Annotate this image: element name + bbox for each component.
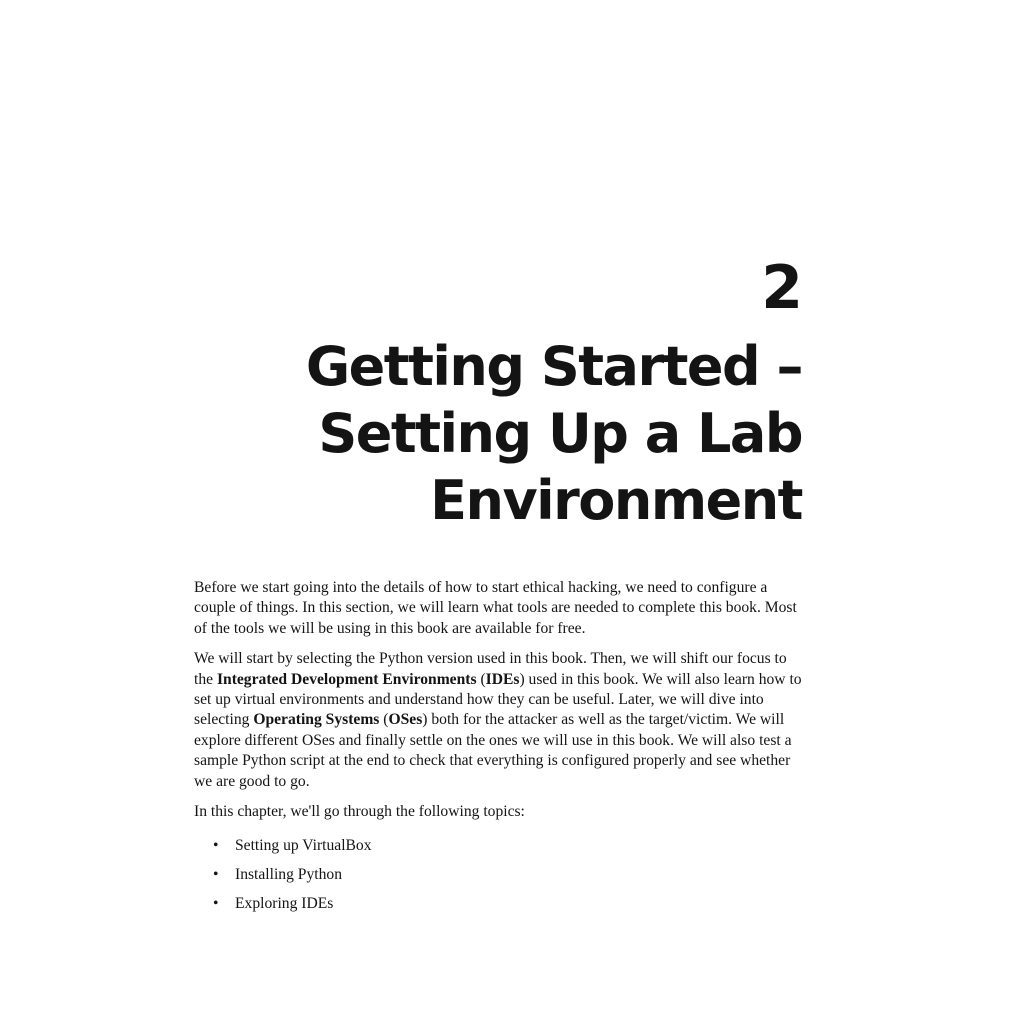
list-item-text: Installing Python <box>235 866 342 884</box>
chapter-title-line: Setting Up a Lab <box>318 402 802 465</box>
intro-paragraph: Before we start going into the details of how to start ethical hacking, we need to configure a couple of things. In this section, we will learn what tools are needed to complete this book. Most of the tools we will be using in this book are available for free. <box>194 579 797 637</box>
text-run: ) both for the attacker as well as the target/victim. We will explore different OSes and finally settle on the ones we will use in this book. We will also test a sample Python script at the end to check that everything is configured properly and see whether we are good to go. <box>194 711 792 790</box>
text-run: We will start by selecting the Python version used in this book. Then, we will shift our focus to the <box>194 650 787 688</box>
list-item <box>213 865 804 885</box>
text-run: ( <box>476 670 486 688</box>
overview-paragraph <box>194 649 804 792</box>
term-ides-acronym: IDEs <box>485 670 520 688</box>
text-run: ( <box>379 711 389 729</box>
list-item-text: Exploring IDEs <box>235 895 334 913</box>
term-ides: Integrated Development Environments <box>216 670 477 688</box>
chapter-title-line: Getting Started – <box>305 335 802 398</box>
topics-list <box>194 836 804 914</box>
chapter-title-line: Environment <box>430 469 802 532</box>
bullet-icon: • <box>213 895 219 913</box>
term-oses-acronym: OSes <box>388 711 423 729</box>
list-item <box>213 836 804 856</box>
list-item-text: Setting up VirtualBox <box>235 837 372 855</box>
term-operating-systems: Operating Systems <box>253 711 380 729</box>
bullet-icon: • <box>213 866 219 884</box>
list-item <box>213 894 804 914</box>
text-run: ) used in this book. We will also learn how to set up virtual environments and understand how they can be useful. Later, we will dive into selecting <box>194 670 802 729</box>
chapter-number: 2 <box>761 253 802 323</box>
chapter-title <box>242 333 802 534</box>
topics-intro: In this chapter, we'll go through the following topics: <box>194 803 525 821</box>
bullet-icon: • <box>213 837 219 855</box>
chapter-intro <box>194 578 804 923</box>
